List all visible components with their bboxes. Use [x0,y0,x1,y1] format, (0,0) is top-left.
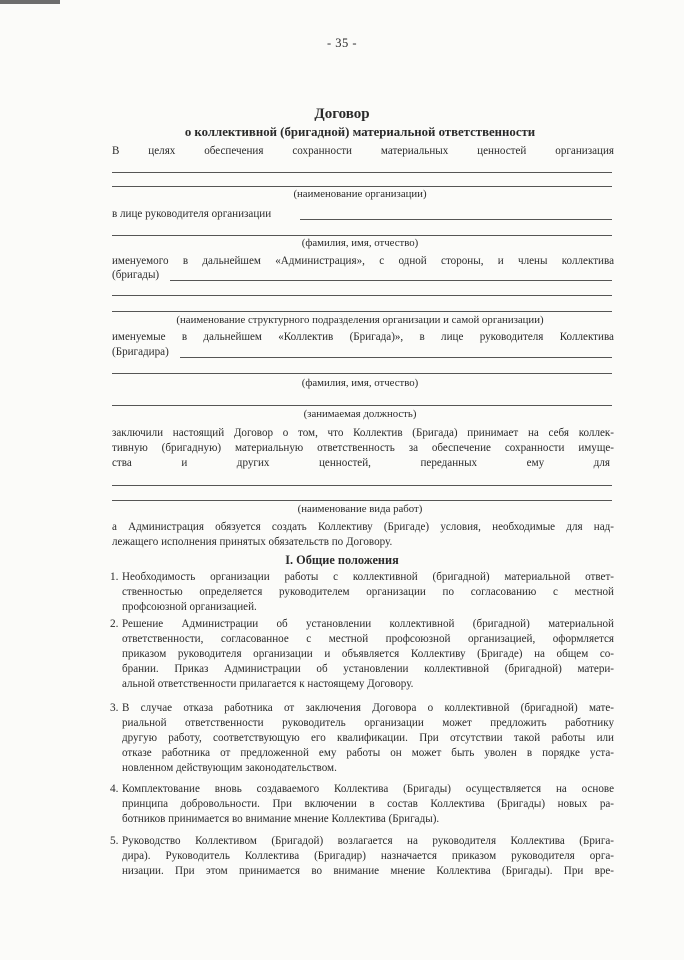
blank-line [112,373,612,374]
agreement-word: других [236,457,270,469]
agreement-word: ства [112,457,132,469]
item-line: ственностью определяется руководителем организации по согласованию с местной [122,586,614,598]
closing-line-2: лежащего исполнения принятых обязательств по Договору. [112,536,393,548]
intro-word: целях [148,145,176,157]
section-heading: I. Общие положения [285,553,399,567]
blank-line [112,186,612,187]
intro-line-1 [112,144,614,158]
hint-fio-2: (фамилия, имя, отчество) [301,377,419,389]
blank-line [112,311,612,312]
scan-edge-mark [0,0,60,4]
blank-line [112,235,612,236]
agreement-word: ценностей, [318,457,371,469]
item-line: ботников принимается во внимание мнение Коллектива (Бригады). [122,813,440,825]
administration-line-1: именуемого в дальнейшем «Администрация», с одной стороны, и члены коллектива [112,255,614,267]
hint-organization: (наименование организации) [293,188,427,200]
administration-line-2: (бригады) [112,269,160,281]
item-number: 1. [110,571,119,583]
blank-line [180,357,612,358]
intro-word: ценностей [477,145,527,157]
list-item [110,570,615,616]
item-number: 4. [110,783,119,795]
item-line: риальной ответственности руководитель организации может предложить работнику [122,717,614,729]
item-number: 5. [110,835,119,847]
list-item [110,701,615,777]
item-line: принципа добровольности. При включении в состав Коллектива (Бригады) новых ра- [122,798,614,810]
item-line: дира). Руководитель Коллектива (Бригадир) назначается приказом руководителя орга- [122,850,614,862]
item-number: 3. [110,702,119,714]
hint-structural-unit: (наименование структурного подразделения организации и самой организации) [176,314,544,326]
agreement-word: ему [526,457,545,469]
agreement-word: для [593,457,610,469]
blank-line [112,500,612,501]
head-label: в лице руководителя организации [112,208,272,220]
item-line: брании. Приказ Администрации об установлении коллективной (бригадной) матери- [122,663,614,675]
item-line: отказе работника от предложенной ему работы он может быть уволен в порядке уста- [122,747,614,759]
intro-word: материальных [380,145,449,157]
agreement-word: и [181,457,188,469]
item-line: ответственности, согласованное с местной профсоюзной организацией, оформляется [122,633,614,645]
item-line: альной ответственности прилагается к настоящему Договору. [122,678,414,690]
hint-position: (занимаемая должность) [303,408,417,420]
document-subtitle: о коллективной (бригадной) материальной ответственности [184,125,536,139]
hint-fio-1: (фамилия, имя, отчество) [301,237,419,249]
blank-line [112,405,612,406]
page-number: - 35 - [326,36,358,50]
intro-word: организация [555,145,614,157]
list-item [110,834,615,880]
collective-line-1: именуемые в дальнейшем «Коллектив (Бригада)», в лице руководителя Коллектива [112,331,614,343]
hint-work-type: (наименование вида работ) [297,503,423,515]
document-title: Договор [314,106,370,122]
blank-line [112,295,612,296]
collective-line-2: (Бригадира) [112,346,169,358]
list-item [110,617,615,693]
item-line: профсоюзной организацией. [122,601,257,613]
item-line: низации. При этом принимается во внимание мнение Коллектива (Бригады). При вре- [122,865,614,877]
blank-line [112,172,612,173]
item-line: приказом руководителя организации и объявляется Коллективу (Бригаде) на общем со- [122,648,614,660]
closing-line-1: а Администрация обязуется создать Коллективу (Бригаде) условия, необходимые для над- [112,521,614,533]
blank-line [112,485,612,486]
item-line: Необходимость организации работы с коллективной (бригадной) материальной ответ- [122,571,614,583]
item-line: другую работу, соответствующую его квалификации. При отсутствии такой работы или [122,732,614,744]
intro-word: сохранности [292,145,352,157]
agreement-line-1: заключили настоящий Договор о том, что Коллектив (Бригада) принимает на себя коллек- [112,427,614,439]
item-line: Руководство Коллективом (Бригадой) возлагается на руководителя Коллектива (Брига- [122,835,614,847]
item-line: Комплектование вновь создаваемого Коллектива (Бригады) осуществляется на основе [122,783,614,795]
intro-word: обеспечения [204,145,264,157]
agreement-line-3 [112,456,610,470]
item-line: новленном действующим законодательством. [122,762,337,774]
item-line: Решение Администрации об установлении коллективной (бригадной) материальной [122,618,614,630]
intro-word: В [112,145,120,157]
list-item [110,782,615,828]
agreement-line-2: тивную (бригадную) материальную ответственность за обеспечение сохранности имуще- [112,442,614,454]
blank-line [170,280,612,281]
agreement-word: переданных [420,457,478,469]
blank-line [300,219,612,220]
item-number: 2. [110,618,119,630]
item-line: В случае отказа работника от заключения Договора о коллективной (бригадной) мате- [122,702,614,714]
